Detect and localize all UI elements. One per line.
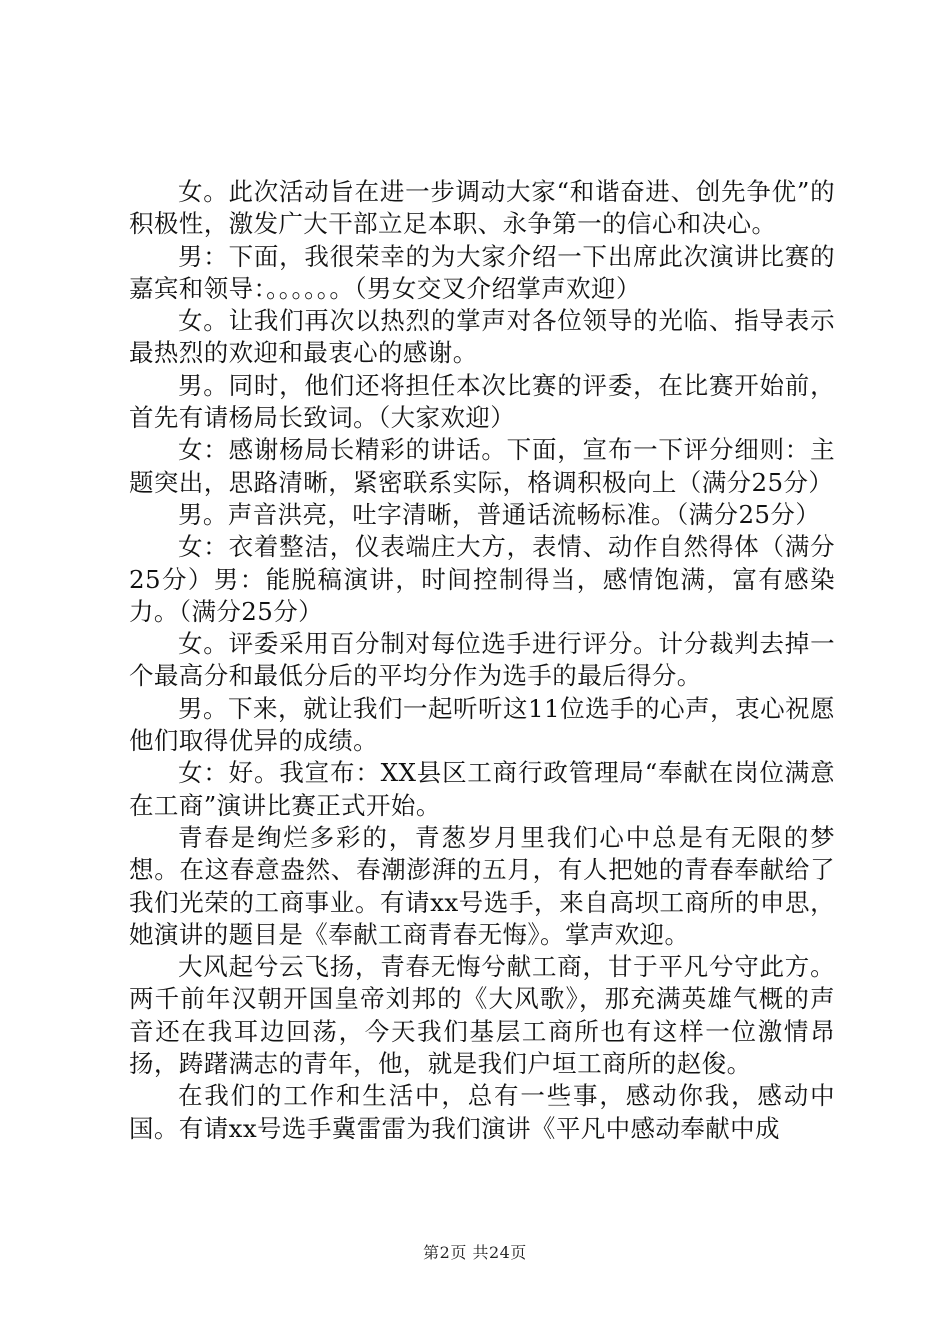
paragraph-3: 女。让我们再次以热烈的掌声对各位领导的光临、指导表示最热烈的欢迎和最衷心的感谢。 <box>129 306 835 368</box>
paragraph-9: 男。下来，就让我们一起听听这11位选手的心声，衷心祝愿他们取得优异的成绩。 <box>129 693 835 756</box>
paragraph-7: 女：衣着整洁，仪表端庄大方，表情、动作自然得体（满分25分）男：能脱稿演讲，时间控制得当，感情饱满，富有感染力。（满分25分） <box>129 532 835 626</box>
paragraph-10: 女：好。我宣布：XX县区工商行政管理局“奉献在岗位满意在工商”演讲比赛正式开始。 <box>129 758 835 820</box>
paragraph-12: 大风起兮云飞扬，青春无悔兮献工商，甘于平凡兮守此方。两千前年汉朝开国皇帝刘邦的《大风歌》，那充满英雄气概的声音还在我耳边回荡，今天我们基层工商所也有这样一位激情昂扬，踌躇满志的青年，他，就是我们户垣工商所的赵俊。 <box>129 952 835 1079</box>
paragraph-2: 男：下面，我很荣幸的为大家介绍一下出席此次演讲比赛的嘉宾和领导：。。。。。。（男女交叉介绍掌声欢迎） <box>129 241 835 303</box>
paragraph-11: 青春是绚烂多彩的，青葱岁月里我们心中总是有无限的梦想。在这春意盎然、春潮澎湃的五月，有人把她的青春奉献给了我们光荣的工商事业。有请xx号选手，来自高坝工商所的申思，她演讲的题目是《奉献工商青春无悔》。掌声欢迎。 <box>129 822 835 949</box>
paragraph-6: 男。声音洪亮，吐字清晰，普通话流畅标准。（满分25分） <box>178 499 821 529</box>
document-body <box>129 176 835 1145</box>
paragraph-8: 女。评委采用百分制对每位选手进行评分。计分裁判去掉一个最高分和最低分后的平均分作为选手的最后得分。 <box>129 629 835 691</box>
paragraph-4: 男。同时，他们还将担任本次比赛的评委，在比赛开始前，首先有请杨局长致词。（大家欢迎） <box>129 370 835 433</box>
paragraph-5: 女：感谢杨局长精彩的讲话。下面，宣布一下评分细则：主题突出，思路清晰，紧密联系实际，格调积极向上（满分25分） <box>129 435 835 497</box>
paragraph-13: 在我们的工作和生活中，总有一些事，感动你我，感动中国。有请xx号选手冀雷雷为我们演讲《平凡中感动奉献中成 <box>129 1081 835 1143</box>
page-number-footer: 第2页 共24页 <box>423 1243 527 1262</box>
paragraph-1: 女。此次活动旨在进一步调动大家“和谐奋进、创先争优”的积极性，激发广大干部立足本职、永争第一的信心和决心。 <box>129 177 835 239</box>
